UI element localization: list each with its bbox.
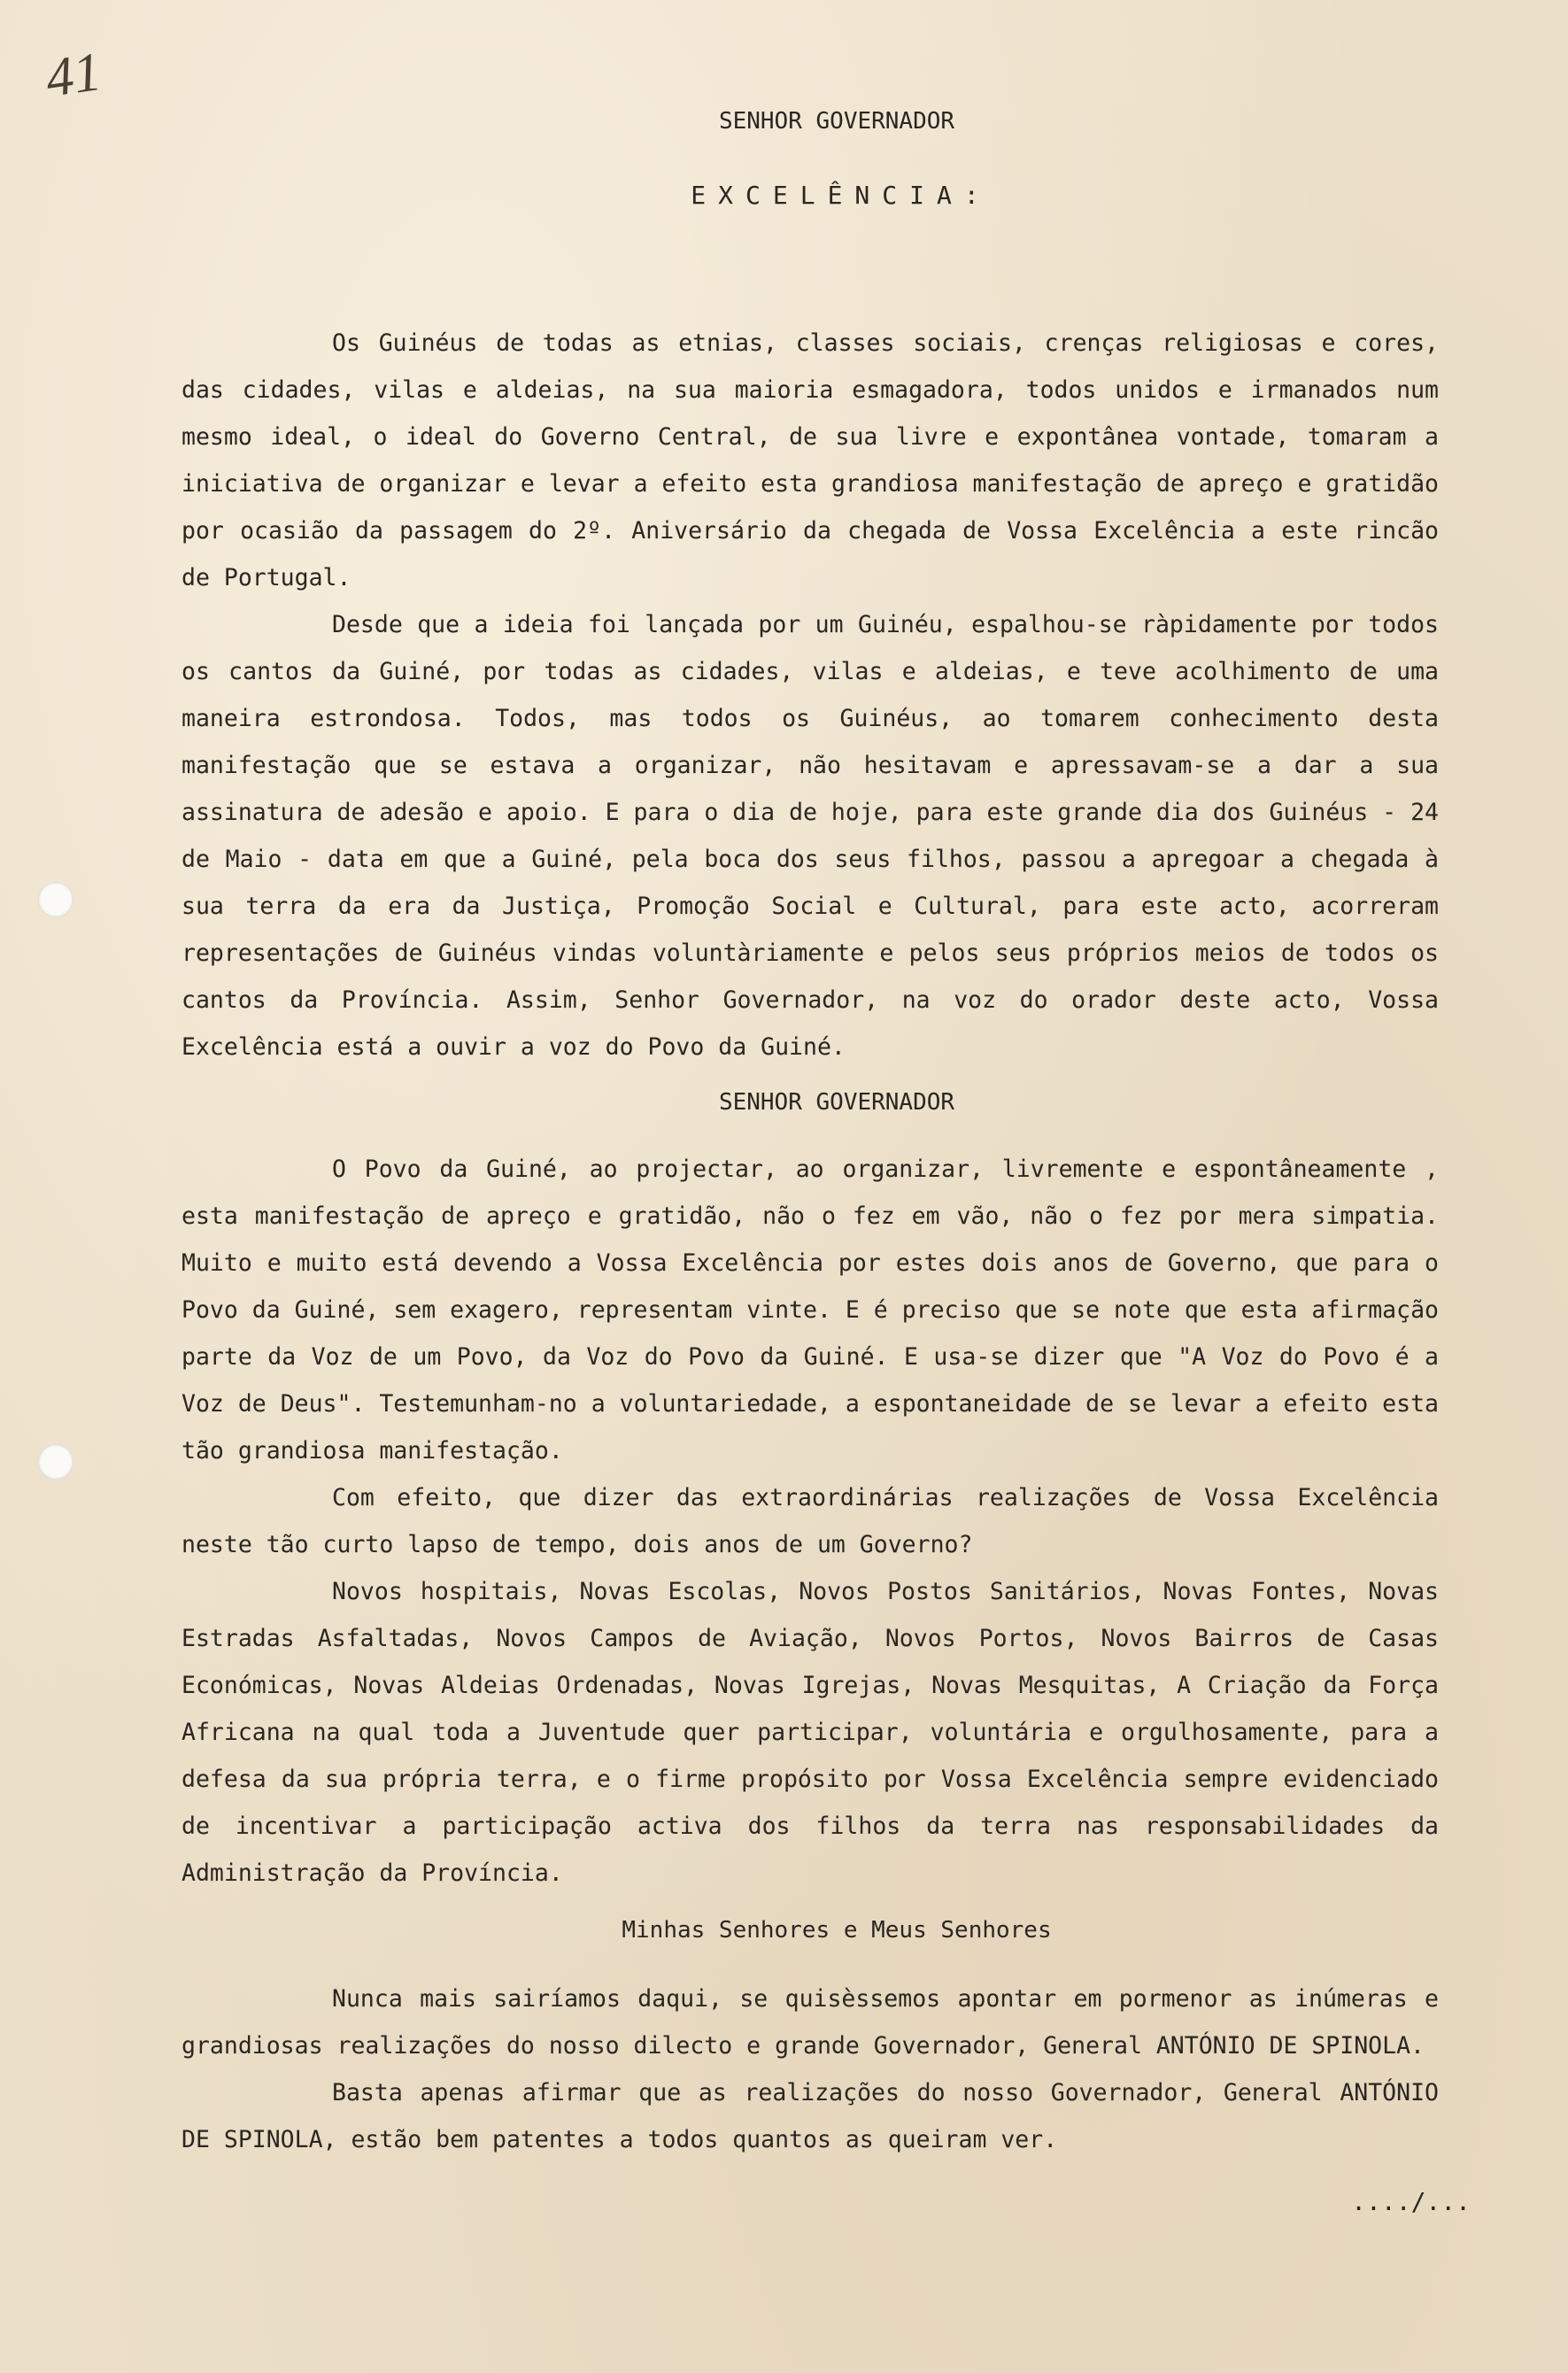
folio-mark: 41	[42, 42, 105, 109]
continuation-mark: ..../...	[1351, 2187, 1471, 2216]
punch-hole	[38, 1444, 73, 1480]
heading-senhor-governador: SENHOR GOVERNADOR	[718, 108, 955, 135]
paragraph: Desde que a ideia foi lançada por um Guinéu, espalhou-se ràpidamente por todos os cantos da Guiné, por todas as cidades, vilas e aldeias, e teve acolhimento de uma maneira estrondosa. Todos, mas todos os Guinéus, ao tomarem conhecimento desta manifestação que se estava a organizar, não hesitavam e apressavam-se a dar a sua assinatura de adesão e apoio. E para o dia de hoje, para este grande dia dos Guinéus - 24 de Maio - data em que a Guiné, pela boca dos seus filhos, passou a apregoar a chegada à sua terra da era da Justiça, Promoção Social e Cultural, para este acto, acorreram representações de Guinéus vindas voluntàriamente e pelos seus próprios meios de todos os cantos da Província. Assim, Senhor Governador, na voz do orador deste acto, Vossa Excelência está a ouvir a voz do Povo da Guiné.	[182, 611, 1439, 1061]
paragraph: O Povo da Guiné, ao projectar, ao organizar, livremente e espontâneamente , esta manifestação de apreço e gratidão, não o fez em vão, não o fez por mera simpatia. Muito e muito está devendo a Vossa Excelência por estes dois anos de Governo, que para o Povo da Guiné, sem exagero, representam vinte. E é preciso que se note que esta afirmação parte da Voz de um Povo, da Voz do Povo da Guiné. E usa-se dizer que "A Voz do Povo é a Voz de Deus". Testemunham-no a voluntariedade, a espontaneidade de se levar a efeito esta tão grandiosa manifestação.	[182, 1156, 1439, 1465]
paragraph: Com efeito, que dizer das extraordinárias realizações de Vossa Excelência neste tão curto lapso de tempo, dois anos de um Governo?	[182, 1484, 1439, 1558]
heading-senhoras-senhores: Minhas Senhores e Meus Senhores	[622, 1917, 1052, 1944]
paragraph: Nunca mais sairíamos daqui, se quisèssemos apontar em pormenor as inúmeras e grandiosas realizações do nosso dilecto e grande Governador, General ANTÓNIO DE SPINOLA.	[182, 1985, 1439, 2060]
paragraph: Os Guinéus de todas as etnias, classes sociais, crenças religiosas e cores, das cidades, vilas e aldeias, na sua maioria esmagadora, todos unidos e irmanados num mesmo ideal, o ideal do Governo Central, de sua livre e expontânea vontade, tomaram a iniciativa de organizar e levar a efeito esta grandiosa manifestação de apreço e gratidão por ocasião da passagem do 2º. Aniversário da chegada de Vossa Excelência a este rincão de Portugal.	[182, 329, 1439, 591]
punch-hole	[38, 882, 73, 917]
paragraph: Novos hospitais, Novas Escolas, Novos Postos Sanitários, Novas Fontes, Novas Estradas Asfaltadas, Novos Campos de Aviação, Novos Portos, Novos Bairros de Casas Económicas, Novas Aldeias Ordenadas, Novas Igrejas, Novas Mesquitas, A Criação da Força Africana na qual toda a Juventude quer participar, voluntária e orgulhosamente, para a defesa da sua própria terra, e o firme propósito por Vossa Excelência sempre evidenciado de incentivar a participação activa dos filhos da terra nas responsabilidades da Administração da Província.	[182, 1578, 1439, 1887]
salutation: EXCELÊNCIA:	[691, 181, 992, 210]
paragraph: Basta apenas afirmar que as realizações do nosso Governador, General ANTÓNIO DE SPINOLA, estão bem patentes a todos quantos as queiram ver.	[182, 2079, 1439, 2153]
heading-senhor-governador-2: SENHOR GOVERNADOR	[718, 1089, 955, 1116]
letter-body	[182, 97, 1439, 2163]
